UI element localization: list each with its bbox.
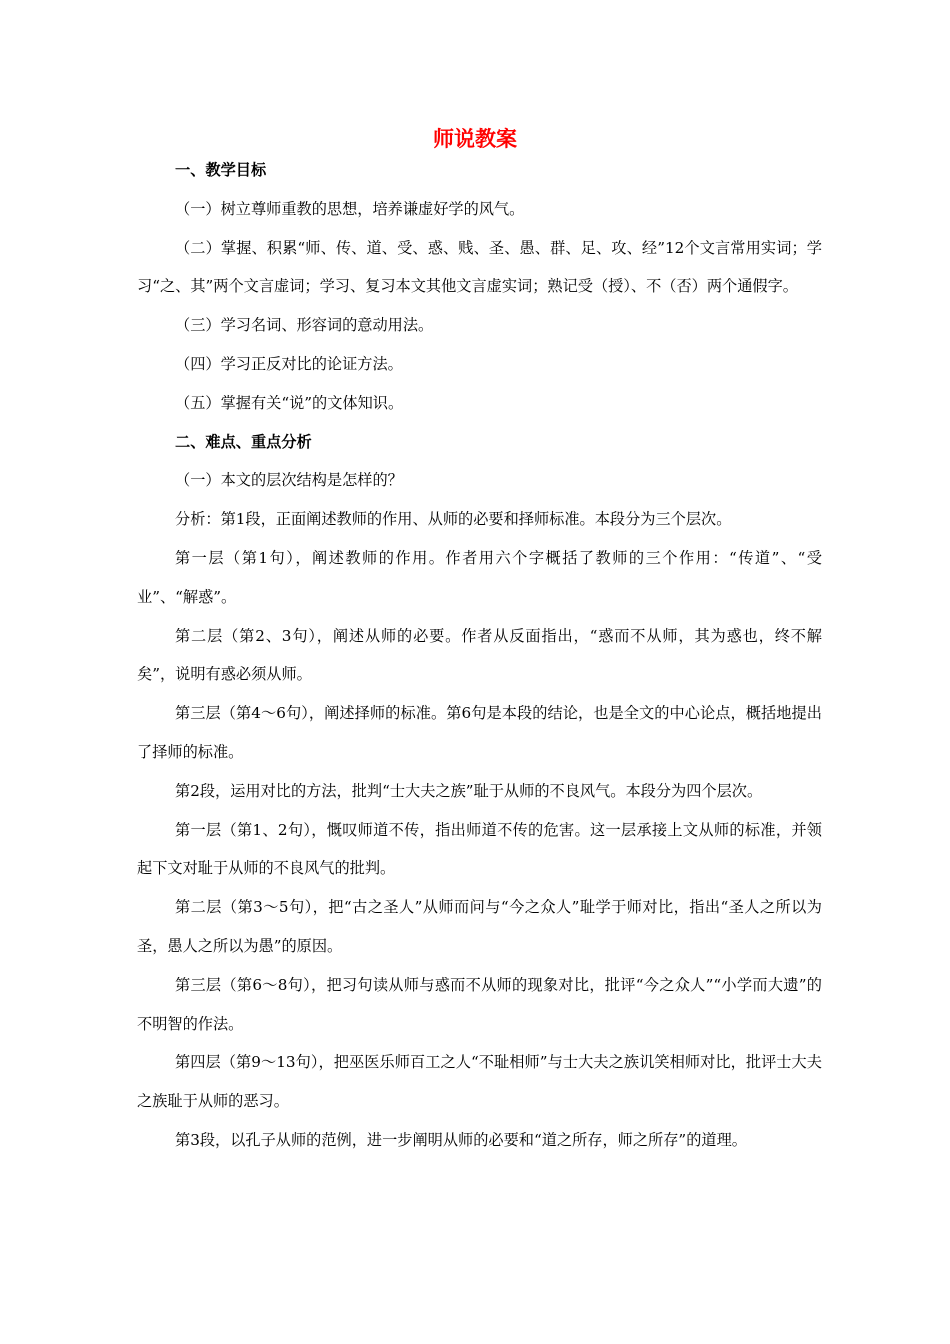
paragraph: 第一层（第1句），阐述教师的作用。作者用六个字概括了教师的三个作用：“传道”、“受业”、“解惑”。	[137, 548, 822, 606]
paragraph: 第一层（第1、2句），慨叹师道不传，指出师道不传的危害。这一层承接上文从师的标准，并领起下文对耻于从师的不良风气的批判。	[137, 820, 822, 878]
paragraph: 第2段，运用对比的方法，批判“士大夫之族”耻于从师的不良风气。本段分为四个层次。	[175, 781, 763, 800]
paragraph: （五）掌握有关“说”的文体知识。	[175, 393, 404, 412]
paragraph: （一）本文的层次结构是怎样的？	[175, 471, 403, 490]
paragraph: 分析：第1段，正面阐述教师的作用、从师的必要和择师标准。本段分为三个层次。	[175, 510, 732, 529]
paragraph: （四）学习正反对比的论证方法。	[175, 354, 403, 373]
paragraph: 第四层（第9～13句），把巫医乐师百工之人“不耻相师”与士大夫之族讥笑相师对比，批评士大夫之族耻于从师的恶习。	[137, 1053, 822, 1111]
section-heading: 二、难点、重点分析	[175, 432, 312, 451]
paragraph: 第二层（第2、3句），阐述从师的必要。作者从反面指出，“惑而不从师，其为惑也，终不解矣”，说明有惑必须从师。	[137, 626, 822, 684]
paragraph: 第三层（第6～8句），把习句读从师与惑而不从师的现象对比，批评“今之众人”“小学而大遗”的不明智的作法。	[137, 975, 822, 1033]
paragraph: （三）学习名词、形容词的意动用法。	[175, 316, 434, 335]
document-title: 师说教案	[433, 127, 517, 151]
document-body	[137, 151, 822, 1160]
paragraph: （二）掌握、积累“师、传、道、受、惑、贱、圣、愚、群、足、攻、经”12个文言常用实词；学习“之、其”两个文言虚词；学习、复习本文其他文言虚实词；熟记受（授）、不（否）两个通假字。	[137, 238, 822, 296]
paragraph: 第二层（第3～5句），把“古之圣人”从师而问与“今之众人”耻学于师对比，指出“圣人之所以为圣，愚人之所以为愚”的原因。	[137, 898, 822, 955]
section-heading: 一、教学目标	[175, 161, 267, 179]
paragraph: 第三层（第4～6句），阐述择师的标准。第6句是本段的结论，也是全文的中心论点，概括地提出了择师的标准。	[137, 704, 822, 761]
paragraph: 第3段，以孔子从师的范例，进一步阐明从师的必要和“道之所存，师之所存”的道理。	[175, 1130, 747, 1149]
paragraph: （一）树立尊师重教的思想，培养谦虚好学的风气。	[175, 199, 525, 218]
